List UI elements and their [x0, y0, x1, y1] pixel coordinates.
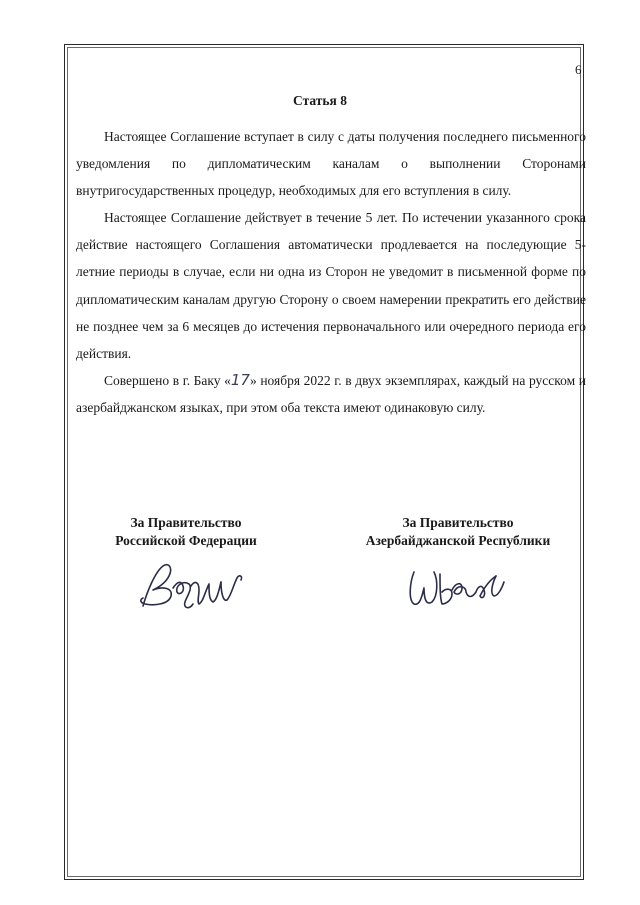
article-title: Статья 8 [293, 93, 347, 108]
handwritten-date-day: 17 [230, 370, 250, 389]
signatory-azerbaijan-line1: За Правительство [402, 515, 514, 530]
paragraph-entry-into-force: Настоящее Соглашение вступает в силу с даты получения последнего письменного уведомления по дипломатическим каналам о выполнении Сторонами внутригосударственных процедур, необходимых для его вступления в силу. [76, 129, 586, 199]
document-body [76, 123, 586, 421]
paragraph-duration: Настоящее Соглашение действует в течение 5 лет. По истечении указанного срока действие настоящего Соглашения автоматически продлевается на последующие 5-летние периоды в случае, если ни одна из Сторон не уведомит в письменной форме по дипломатическим каналам другую Сторону о своем намерении прекратить его действие не позднее чем за 6 месяцев до истечения первоначального или очередного периода его действия. [76, 210, 586, 361]
closing-suffix: » ноября 2022 г. в двух экземплярах, каждый на русском и азербайджанском языках, при этом оба текста имеют одинаковую силу. [76, 372, 587, 415]
closing-prefix: Совершено в г. Баку « [104, 372, 231, 388]
paragraph-closing [76, 367, 586, 421]
signature-azerbaijan [400, 560, 510, 615]
signatory-russia [86, 514, 286, 550]
signature-russia [133, 558, 253, 613]
signatory-russia-line2: Российской Федерации [115, 533, 257, 548]
signatory-azerbaijan [338, 514, 578, 550]
page-number: 6 [575, 62, 582, 77]
signatory-russia-line1: За Правительство [130, 515, 242, 530]
signatory-azerbaijan-line2: Азербайджанской Республики [365, 533, 551, 548]
